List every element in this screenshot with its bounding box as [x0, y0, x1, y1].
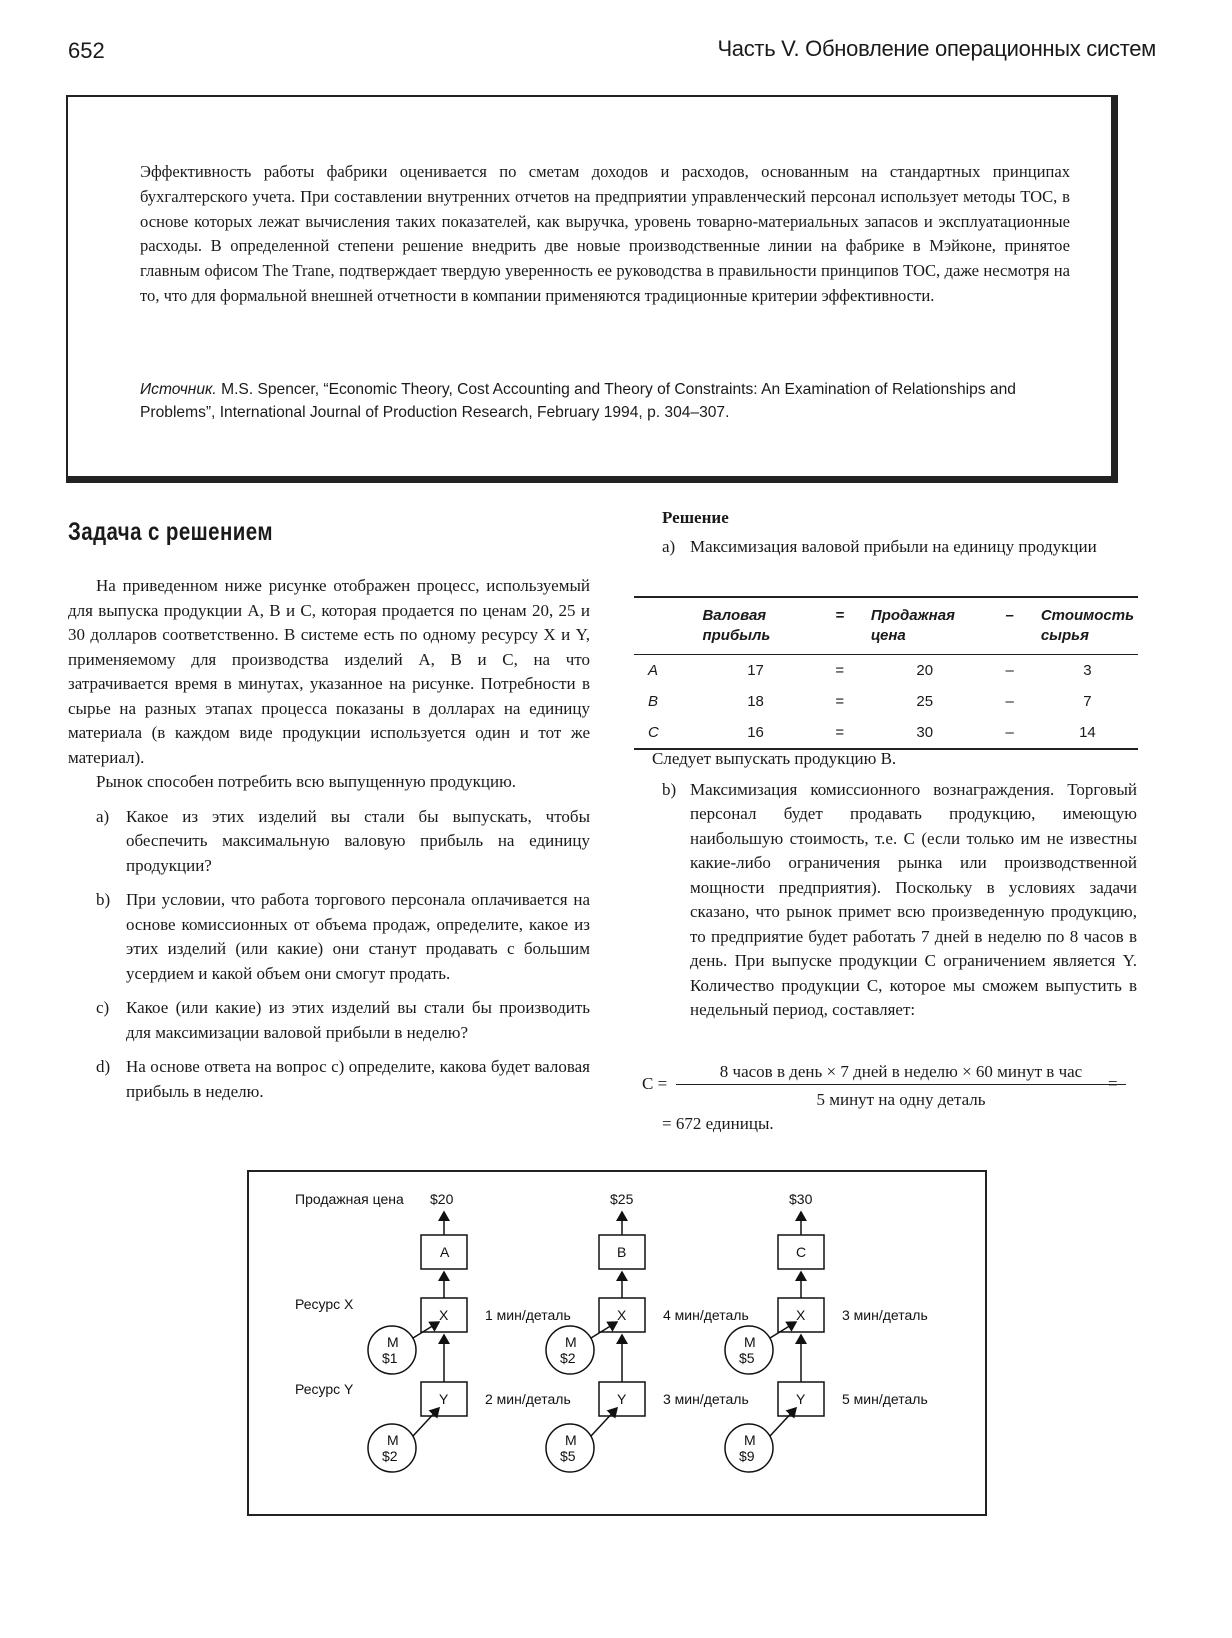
product-label: A: [440, 1244, 450, 1260]
material-label: M: [565, 1432, 577, 1448]
table-cell: 30: [916, 724, 934, 741]
material-cost: $2: [382, 1448, 398, 1464]
material-cost: $9: [739, 1448, 755, 1464]
gross-profit-table: [634, 596, 1138, 750]
table-header-cell: Стоимость сырья: [1040, 607, 1134, 644]
table-header-cell: =: [835, 607, 845, 624]
label-resource-y: Ресурс Y: [295, 1381, 354, 1397]
label-resource-x: Ресурс X: [295, 1296, 354, 1312]
problem-text: [68, 574, 590, 1114]
table-header-cell: Продажная цена: [870, 607, 955, 644]
formula-result: = 672 единицы.: [662, 1114, 774, 1133]
product-column-b: [546, 1191, 749, 1472]
table-row: [634, 686, 1138, 717]
table-header-row: [634, 597, 1138, 655]
solution-column: [652, 506, 1137, 1023]
material-label: M: [387, 1432, 399, 1448]
table-header-cell: [634, 597, 698, 655]
solution-b: [662, 778, 1137, 1023]
resource-y-label: Y: [439, 1391, 449, 1407]
table-cell: 20: [916, 662, 934, 679]
solution-a-label: a): [662, 536, 676, 556]
table-cell: –: [1005, 724, 1014, 741]
capacity-formula: [642, 1062, 1132, 1133]
formula-numerator: 8 часов в день × 7 дней в неделю × 60 минут в час: [676, 1062, 1126, 1085]
product-label: C: [796, 1244, 807, 1260]
table-cell: =: [835, 662, 845, 679]
table-header-cell: Валовая прибыль: [702, 607, 771, 644]
question-item: [68, 1055, 590, 1104]
material-cost: $1: [382, 1350, 398, 1366]
resource-x-label: X: [796, 1307, 806, 1323]
material-cost: $5: [739, 1350, 755, 1366]
material-cost: $5: [560, 1448, 576, 1464]
process-figure: [247, 1170, 987, 1516]
material-label: M: [387, 1334, 399, 1350]
question-text: Какое из этих изделий вы стали бы выпускать, чтобы обеспечить максимальную валовую прибыль на единицу продукции?: [126, 806, 590, 875]
resource-x-label: X: [617, 1307, 627, 1323]
resource-x-time: 4 мин/деталь: [663, 1307, 749, 1323]
question-text: На основе ответа на вопрос c) определите, какова будет валовая прибыль в неделю.: [126, 1057, 590, 1101]
material-label: M: [565, 1334, 577, 1350]
table-cell: 18: [747, 693, 764, 710]
running-title: Часть V. Обновление операционных систем: [717, 36, 1156, 61]
table-cell: =: [835, 724, 845, 741]
question-item: [68, 888, 590, 986]
formula-denominator: 5 минут на одну деталь: [816, 1090, 986, 1109]
table-cell: –: [1005, 693, 1014, 710]
table-row: [634, 717, 1138, 749]
resource-y-time: 5 мин/деталь: [842, 1391, 928, 1407]
product-column-a: [368, 1191, 571, 1472]
label-selling-price: Продажная цена: [295, 1191, 404, 1207]
table-cell: C: [648, 724, 659, 741]
question-label: d): [96, 1057, 111, 1076]
question-text: При условии, что работа торгового персонала оплачивается на основе комиссионных от объема продаж, определите, какое из этих изделий (или какие) они станут продавать с большим усердием и какой объем они смогут продать.: [126, 890, 590, 983]
after-table-text: Следует выпускать продукцию B.: [652, 749, 897, 768]
solution-b-label: b): [662, 779, 677, 799]
solution-heading: Решение: [662, 508, 729, 527]
resource-y-time: 2 мин/деталь: [485, 1391, 571, 1407]
solution-a-text: Максимизация валовой прибыли на единицу продукции: [690, 536, 1097, 556]
question-item: [68, 996, 590, 1045]
problem-paragraph: На приведенном ниже рисунке отображен процесс, используемый для выпуска продукции A, B и C, которая продается по ценам 20, 25 и 30 долларов соответственно. В системе есть по одному ресурсу X и Y, применяемому для производства изделий A, B и C, на что затрачивается время в минутах, указанное на рисунке. Потребности в сырье на разных этапах процесса показаны в долларах на единицу материала (в каждом виде продукции используется один и тот же материал).: [68, 576, 590, 767]
sidebar-source: [140, 378, 1070, 424]
market-paragraph: Рынок способен потребить всю выпущенную продукцию.: [96, 772, 517, 791]
formula-lhs: C =: [642, 1074, 668, 1093]
resource-x-label: X: [439, 1307, 449, 1323]
table-cell: 17: [747, 662, 764, 679]
table-cell: A: [648, 662, 659, 679]
table-header-cell: –: [1005, 607, 1014, 624]
material-cost: $2: [560, 1350, 576, 1366]
table-cell: 16: [747, 724, 764, 741]
table-cell: 7: [1083, 693, 1092, 710]
page-number: 652: [68, 38, 105, 63]
source-label: Источник.: [140, 381, 217, 398]
formula-trailing-equals: =: [1108, 1074, 1118, 1093]
table-cell: 25: [916, 693, 934, 710]
material-label: M: [744, 1432, 756, 1448]
price-label: $25: [610, 1191, 634, 1207]
question-list: [68, 805, 590, 1105]
resource-x-time: 1 мин/деталь: [485, 1307, 571, 1323]
table-cell: 14: [1079, 724, 1096, 741]
price-label: $30: [789, 1191, 813, 1207]
table-cell: –: [1005, 662, 1014, 679]
source-text: M.S. Spencer, “Economic Theory, Cost Accounting and Theory of Constraints: An Examination of Relationships and Problems”, International Journal of Production Research, February 1994, p. 304–307.: [140, 381, 1016, 421]
price-label: $20: [430, 1191, 454, 1207]
product-label: B: [617, 1244, 627, 1260]
question-item: [68, 805, 590, 879]
material-label: M: [744, 1334, 756, 1350]
section-title: Задача с решением: [68, 518, 273, 546]
process-diagram: [249, 1172, 989, 1518]
table-cell: 3: [1083, 662, 1092, 679]
table-row: [634, 655, 1138, 687]
solution-b-text: Максимизация комиссионного вознаграждения. Торговый персонал будет продавать продукцию, имеющую наибольшую стоимость, т.е. C (если только им не известны какие-либо ограничения рынка или производственной мощности предприятия). Поскольку в условиях задачи сказано, что рынок примет всю произведенную продукцию, то предприятие будет работать 7 дней в неделю по 8 часов в день. При выпуске продукции C ограничением является Y. Количество продукции C, которое мы сможем выпустить в недельный период, составляет:: [690, 779, 1137, 1019]
question-label: a): [96, 806, 110, 826]
table-cell: B: [648, 693, 659, 710]
product-column-c: [725, 1191, 928, 1472]
resource-x-time: 3 мин/деталь: [842, 1307, 928, 1323]
question-text: Какое (или какие) из этих изделий вы стали бы производить для максимизации валовой прибыли в неделю?: [126, 998, 590, 1042]
solution-a: [662, 535, 1137, 560]
resource-y-time: 3 мин/деталь: [663, 1391, 749, 1407]
resource-y-label: Y: [617, 1391, 627, 1407]
question-label: c): [96, 998, 110, 1017]
resource-y-label: Y: [796, 1391, 806, 1407]
table-cell: =: [835, 693, 845, 710]
question-label: b): [96, 890, 111, 909]
sidebar-paragraph: Эффективность работы фабрики оценивается по сметам доходов и расходов, основанным на стандартных принципах бухгалтерского учета. При составлении внутренних отчетов на предприятии управленческий персонал использует методы TOC, в основе которых лежат вычисления таких показателей, как выручка, уровень товарно-материальных запасов и эксплуатационные расходы. В определенной степени решение внедрить две новые производственные линии на фабрике в Мэйконе, принятое главным офисом The Trane, подтверждает твердую уверенность ее руководства в правильности принципов TOC, даже несмотря на то, что для формальной внешней отчетности в компании применяются традиционные критерии эффективности.: [140, 162, 1070, 305]
